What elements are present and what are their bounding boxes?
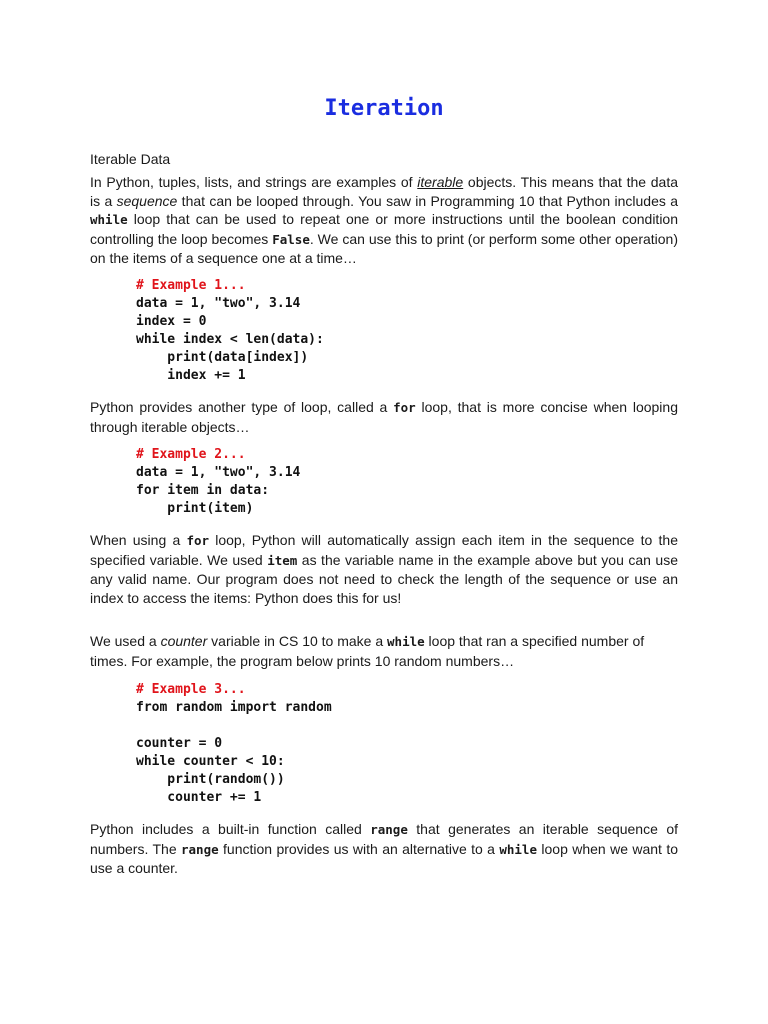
range-paragraph	[90, 820, 678, 878]
code-line: index = 0	[136, 314, 207, 329]
text-run: loop when we want to use a counter.	[90, 840, 678, 876]
code-line: data = 1, "two", 3.14	[136, 465, 301, 480]
inline-code-while: while	[90, 212, 128, 227]
text-run: loop, that is more concise when looping through iterable objects…	[90, 399, 678, 435]
text-run: as the variable name in the example above but you can use any valid name. Our program does not need to check the length of the sequence or use an index to access the items: Python does this for us!	[90, 551, 678, 606]
inline-code-while: while	[499, 841, 537, 857]
code-comment: # Example 2...	[136, 447, 246, 462]
code-example-1	[136, 277, 324, 385]
counter-paragraph	[90, 632, 678, 670]
text-run: Python includes a built-in function called	[90, 821, 371, 837]
inline-code-for: for	[186, 533, 210, 548]
inline-code-range: range	[370, 822, 408, 837]
inline-code-while: while	[387, 634, 425, 649]
code-line: counter = 0	[136, 736, 223, 751]
term-sequence: sequence	[116, 192, 178, 209]
text-run: loop that ran a specified number of times. For example, the program below prints 10 random numbers…	[90, 633, 645, 669]
text-run: variable in CS 10 to make a	[207, 633, 388, 649]
term-counter: counter	[160, 633, 208, 649]
text-run: that generates an iterable sequence of numbers. The	[90, 821, 678, 857]
code-line: data = 1, "two", 3.14	[136, 296, 301, 311]
page-title: Iteration	[324, 96, 444, 121]
text-run: Python provides another type of loop, called a	[90, 399, 394, 415]
text-run: When using a	[90, 532, 187, 548]
code-line: index += 1	[136, 368, 246, 383]
code-line: counter += 1	[136, 790, 262, 805]
text-run: We used a	[90, 633, 161, 649]
text-run: that can be looped through. You saw in Programming 10 that Python includes a	[177, 192, 678, 209]
intro-paragraph	[90, 173, 678, 268]
text-run: loop, Python will automatically assign each item in the sequence to the specified variable. We used	[90, 532, 678, 568]
text-run: . We can use this to print (or perform some other operation) on the items of a sequence one at a time…	[90, 230, 679, 266]
code-line: print(item)	[136, 501, 254, 516]
text-run: loop that can be used to repeat one or more instructions until the boolean condition controlling the loop becomes	[90, 211, 678, 247]
code-example-2	[136, 446, 300, 518]
code-line: while index < len(data):	[136, 332, 324, 347]
text-run: In Python, tuples, lists, and strings are examples of	[90, 174, 418, 190]
inline-code-false: False	[272, 231, 310, 247]
text-run: function provides us with an alternative to a	[218, 840, 500, 857]
code-line: from random import random	[136, 700, 332, 715]
code-comment: # Example 1...	[136, 278, 246, 293]
code-example-3	[136, 681, 332, 807]
code-line: print(random())	[136, 772, 285, 787]
code-line: while counter < 10:	[136, 754, 285, 769]
for-explanation-paragraph	[90, 531, 678, 607]
inline-code-range: range	[181, 841, 219, 857]
inline-code-for: for	[393, 400, 416, 415]
term-iterable: iterable	[417, 174, 464, 190]
code-comment: # Example 3...	[136, 682, 246, 697]
text-run: objects. This means that the data is a	[90, 174, 679, 209]
code-line: print(data[index])	[136, 350, 309, 365]
for-loop-paragraph	[90, 398, 678, 436]
inline-code-item: item	[267, 552, 298, 568]
code-line: for item in data:	[136, 483, 270, 498]
section-heading: Iterable Data	[90, 151, 171, 167]
